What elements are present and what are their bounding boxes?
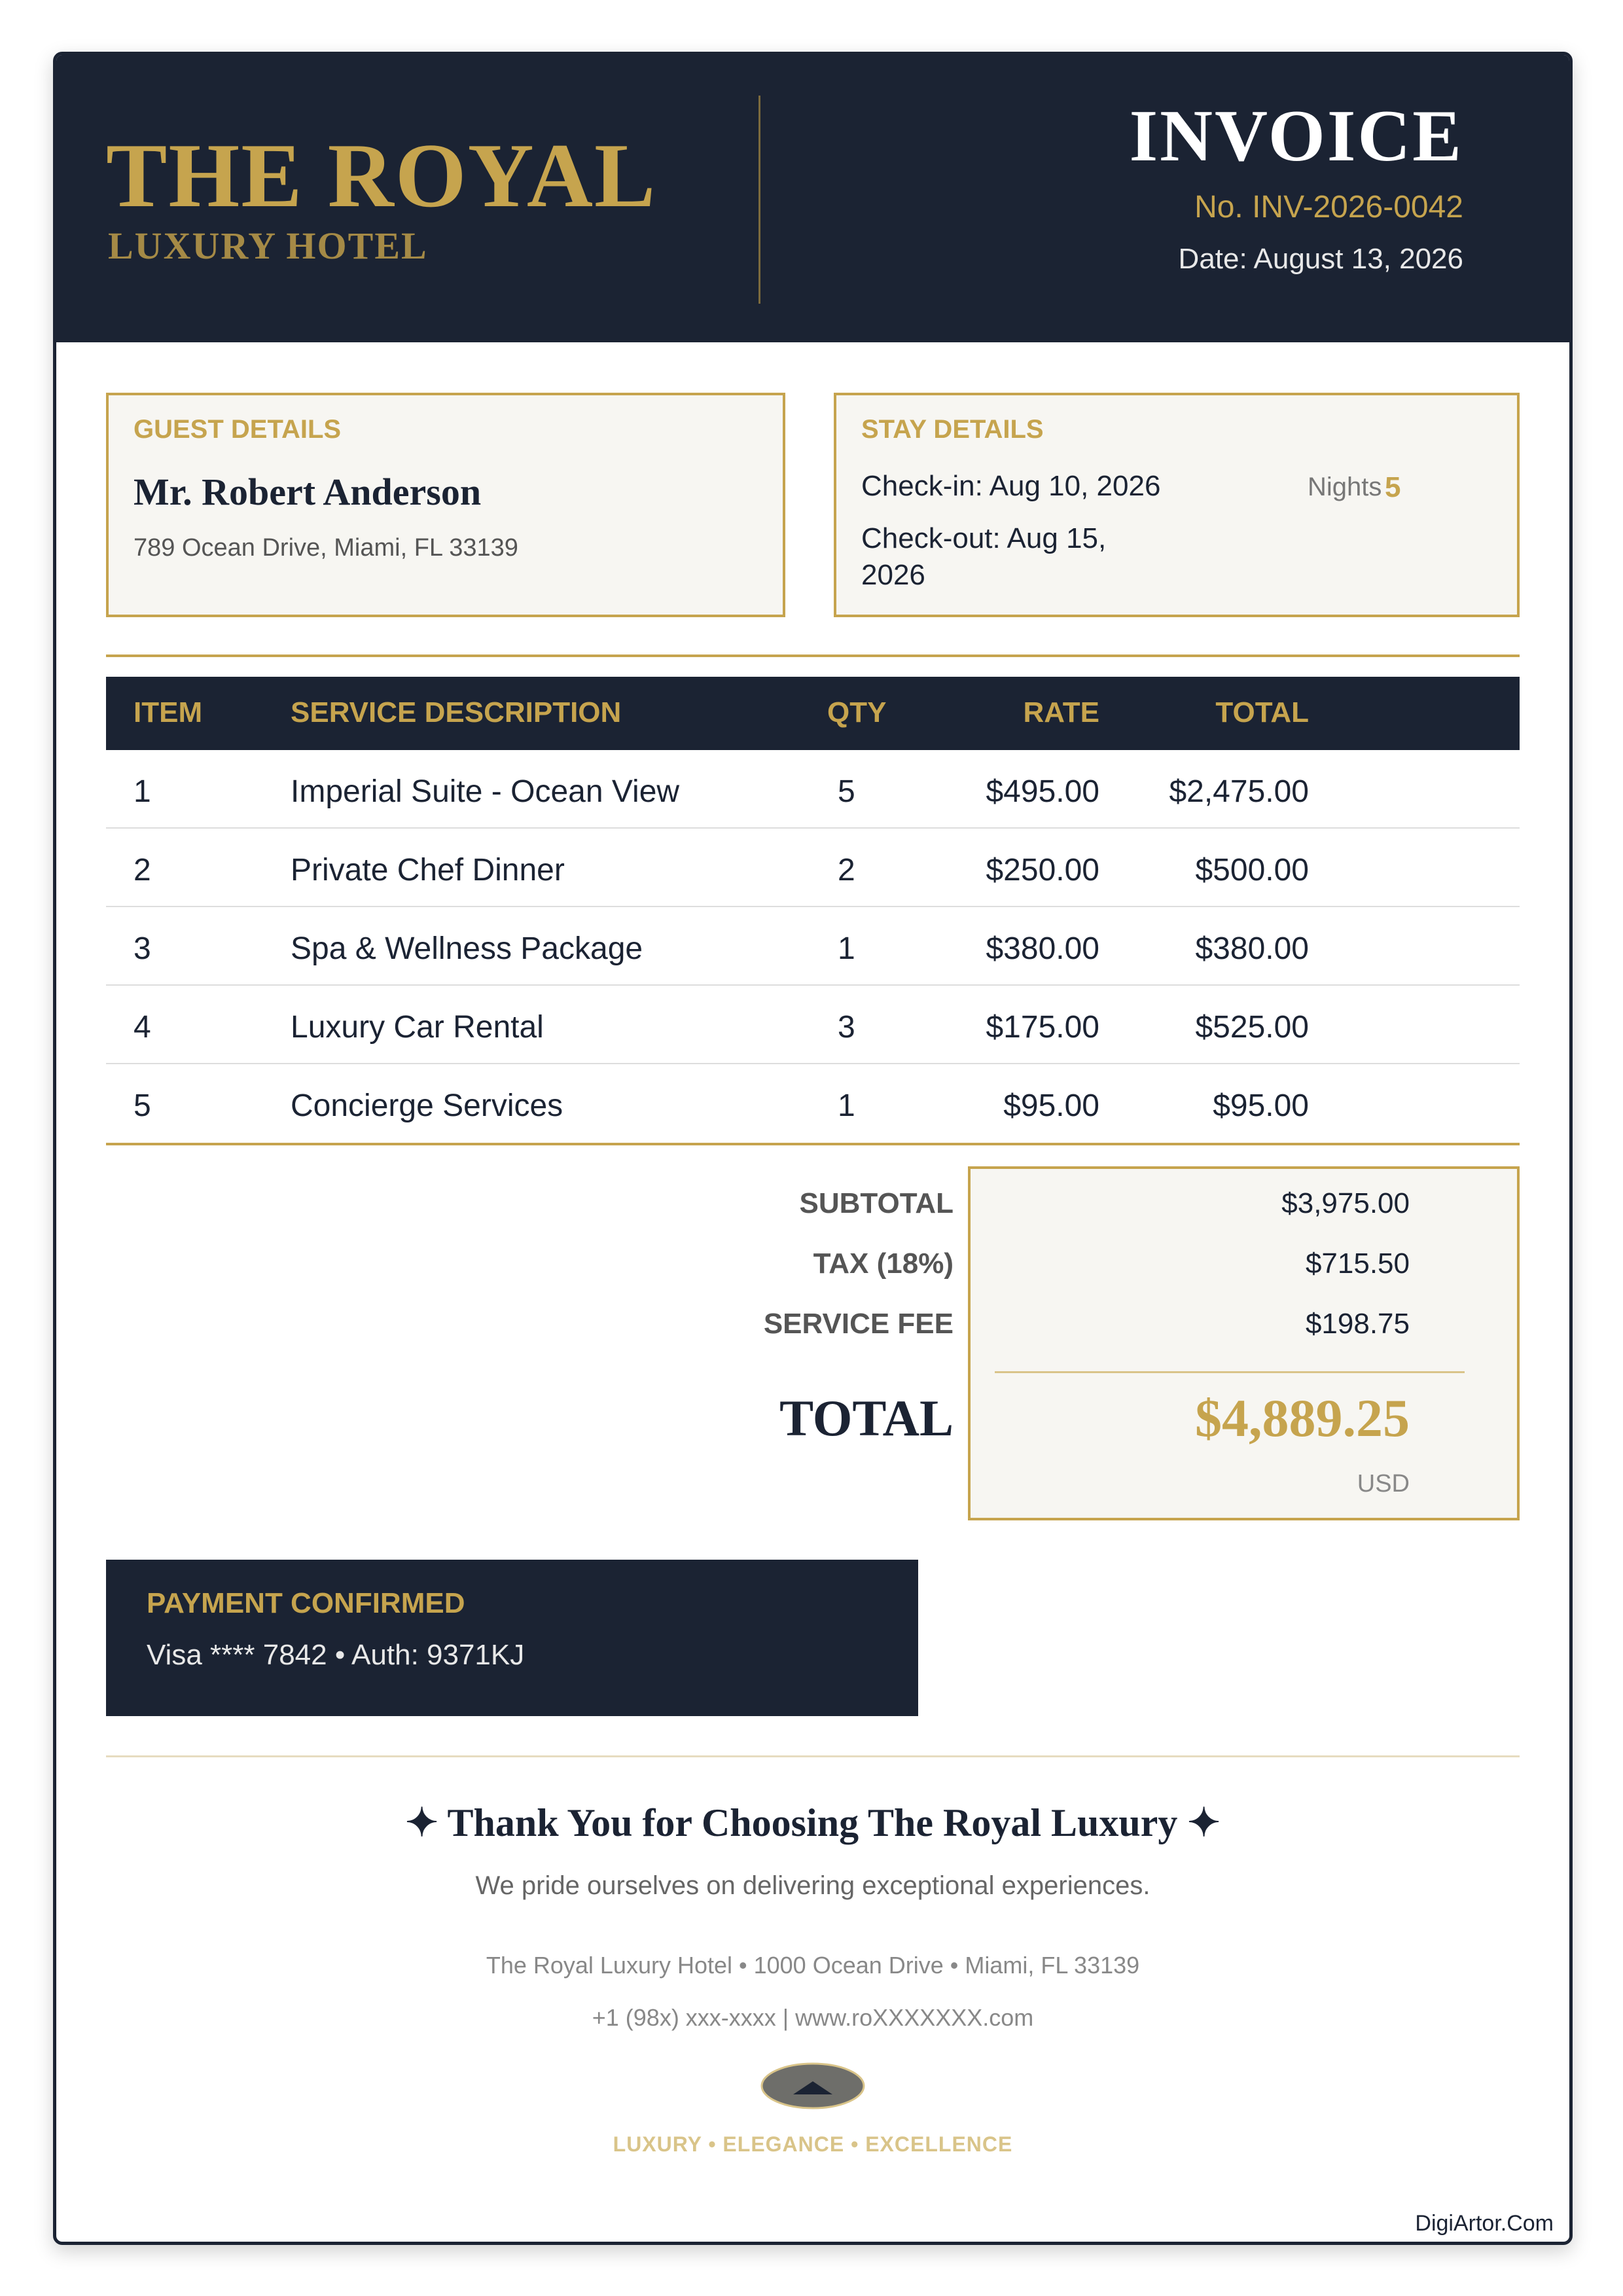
invoice-header [56,55,1569,342]
table-header [106,677,1520,750]
stay-details-box [834,393,1520,617]
invoice-page [53,52,1573,2245]
col-rate: RATE [1023,696,1099,728]
row-qty: 2 [838,853,855,888]
subtotal-value: $3,975.00 [1281,1187,1410,1219]
checkout-date-line1: Check-out: Aug 15, [861,522,1107,554]
invoice-number: No. INV-2026-0042 [1194,190,1463,224]
service-fee-label: SERVICE FEE [763,1308,954,1340]
invoice-title: INVOICE [1129,96,1463,177]
total-value: $4,889.25 [1195,1388,1410,1448]
payment-detail: Visa **** 7842 • Auth: 9371KJ [147,1639,525,1671]
tagline: We pride ourselves on delivering exceptional experiences. [475,1871,1150,1900]
guest-name: Mr. Robert Anderson [134,471,482,513]
row-rate: $175.00 [986,1010,1099,1045]
table-row [106,907,1520,986]
row-item: 3 [134,931,151,966]
row-qty: 5 [838,774,855,809]
stay-details-label: STAY DETAILS [861,415,1044,444]
nights-label: Nights [1308,473,1382,501]
header-divider [758,96,760,304]
row-qty: 1 [838,1088,855,1123]
payment-title: PAYMENT CONFIRMED [147,1587,465,1619]
payment-confirmed-box [106,1560,918,1716]
col-qty: QTY [827,696,887,728]
service-fee-value: $198.75 [1305,1308,1410,1340]
table-row [106,1064,1520,1143]
row-description: Spa & Wellness Package [291,931,643,966]
row-total: $380.00 [1195,931,1309,966]
table-row [106,986,1520,1064]
section-divider [106,655,1520,657]
row-rate: $495.00 [986,774,1099,809]
footer-divider [106,1755,1520,1757]
table-bottom-rule [106,1143,1520,1145]
row-description: Luxury Car Rental [291,1010,544,1045]
row-description: Imperial Suite - Ocean View [291,774,680,809]
invoice-date: Date: August 13, 2026 [1178,243,1463,275]
col-description: SERVICE DESCRIPTION [291,696,622,728]
row-rate: $95.00 [1003,1088,1099,1123]
row-description: Private Chef Dinner [291,853,565,888]
row-total: $500.00 [1195,853,1309,888]
summary-box [968,1166,1520,1520]
table-row [106,750,1520,829]
row-rate: $380.00 [986,931,1099,966]
tax-label: TAX (18%) [813,1247,954,1280]
row-total: $2,475.00 [1169,774,1309,809]
col-total: TOTAL [1215,696,1309,728]
col-item: ITEM [134,696,203,728]
total-label: TOTAL [779,1390,954,1446]
guest-details-label: GUEST DETAILS [134,415,342,444]
row-qty: 3 [838,1010,855,1045]
nights-value: 5 [1385,471,1401,503]
row-item: 5 [134,1088,151,1123]
hotel-subtitle: LUXURY HOTEL [108,224,428,267]
row-total: $95.00 [1213,1088,1309,1123]
subtotal-label: SUBTOTAL [799,1187,954,1219]
row-description: Concierge Services [291,1088,563,1123]
hotel-motto: LUXURY • ELEGANCE • EXCELLENCE [613,2132,1013,2156]
row-qty: 1 [838,931,855,966]
checkin-date: Check-in: Aug 10, 2026 [861,470,1161,502]
tax-value: $715.50 [1305,1247,1410,1280]
row-item: 1 [134,774,151,809]
checkout-date-line2: 2026 [861,559,925,591]
row-item: 4 [134,1010,151,1045]
guest-details-box [106,393,785,617]
hotel-contact: +1 (98x) xxx-xxxx | www.roXXXXXXX.com [592,2004,1034,2031]
hotel-name: THE ROYAL [106,125,657,226]
crown-emblem-icon [759,2060,867,2111]
table-row [106,829,1520,907]
row-item: 2 [134,853,151,888]
row-total: $525.00 [1195,1010,1309,1045]
watermark: DigiArtor.Com [1415,2211,1554,2236]
currency-label: USD [1357,1470,1410,1498]
thank-you-message: ✦ Thank You for Choosing The Royal Luxury ✦ [405,1801,1221,1844]
guest-address: 789 Ocean Drive, Miami, FL 33139 [134,534,518,562]
row-rate: $250.00 [986,853,1099,888]
summary-rule [995,1371,1465,1373]
hotel-address: The Royal Luxury Hotel • 1000 Ocean Drive • Miami, FL 33139 [486,1952,1140,1979]
